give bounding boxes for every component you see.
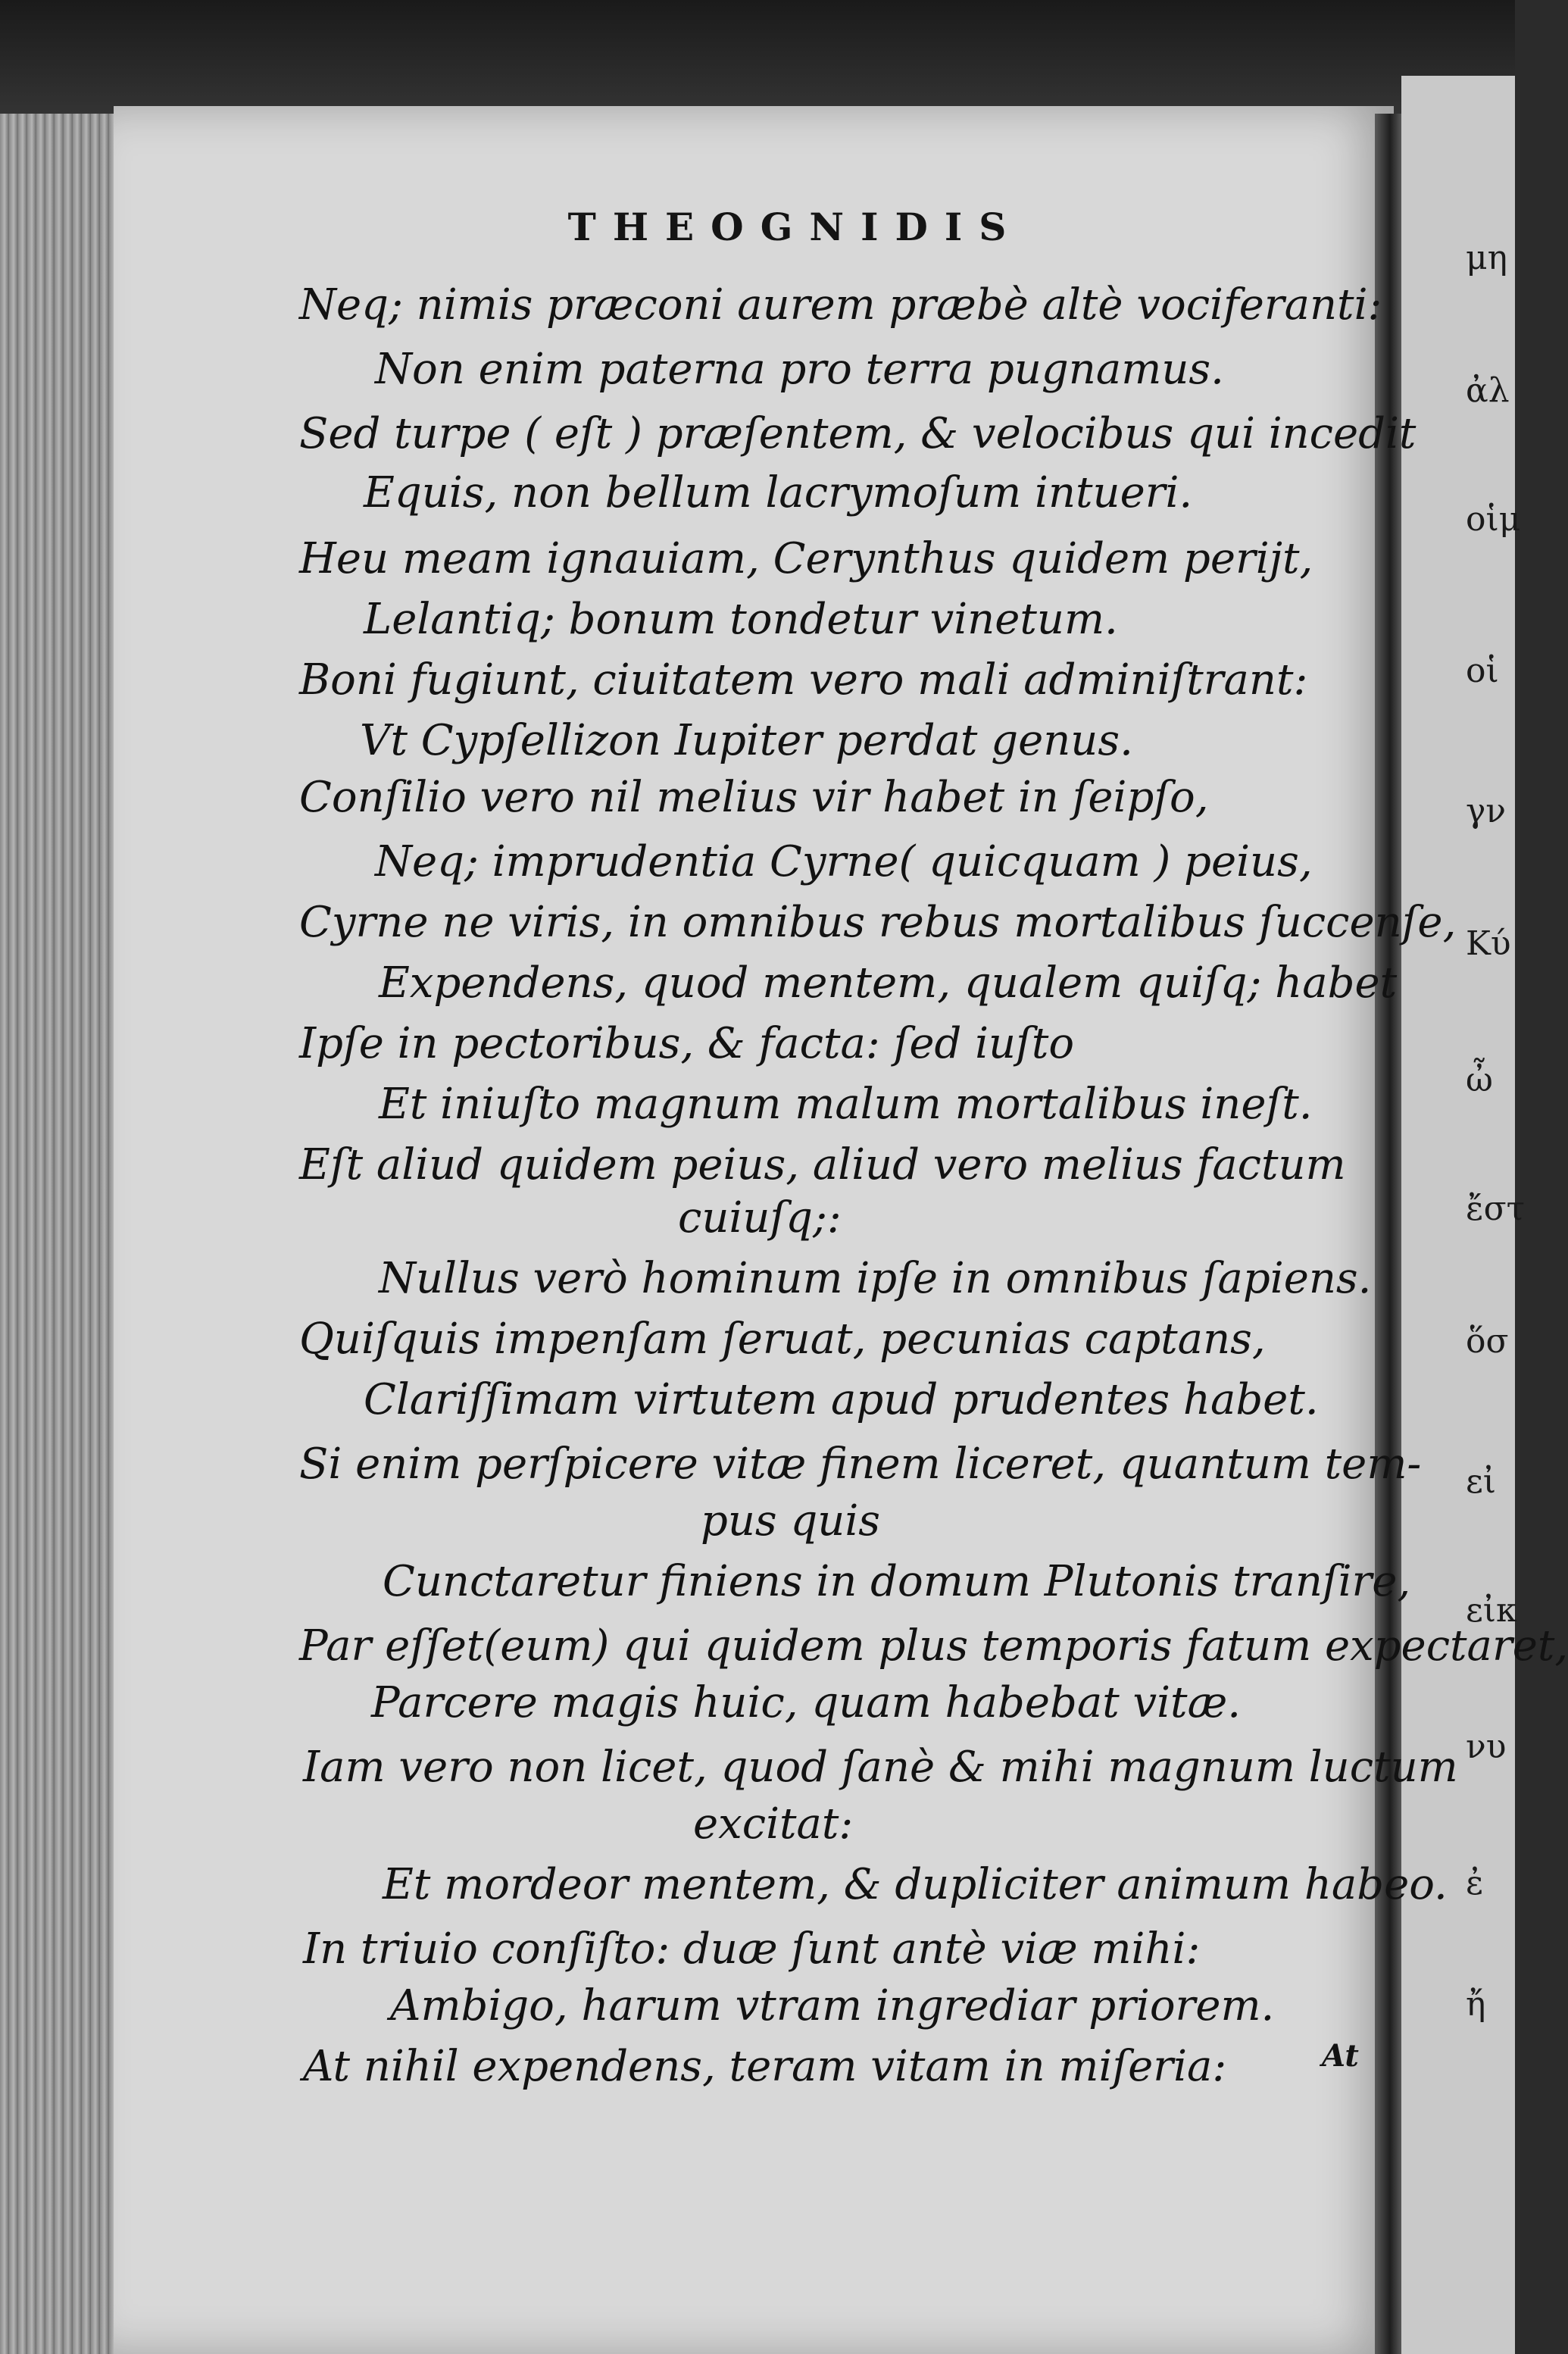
verse-line: Cyrne ne viris, in omnibus rebus mortalibus ſuccenſe,	[299, 898, 1457, 947]
facing-page-fragment: γν	[1466, 792, 1507, 830]
verse-line: Sed turpe ( eſt ) præſentem, & velocibus qui incedit	[299, 409, 1417, 458]
verse-line: Conſilio vero nil melius vir habet in ſeipſo,	[299, 773, 1209, 822]
verse-line: Heu meam ignauiam, Cerynthus quidem periјt,	[299, 534, 1313, 583]
facing-page-fragment: Κύ	[1466, 924, 1511, 963]
verse-line: In triuio conſiſto: duæ ſunt antè viæ mihi:	[303, 1924, 1201, 1974]
verse-line: Nullus verò hominum ipſe in omnibus ſapiens.	[379, 1254, 1372, 1303]
facing-page-fragment: ἀλ	[1466, 371, 1510, 410]
verse-line: Cunctaretur finiens in domum Plutonis tranſire,	[383, 1557, 1411, 1606]
verse-line: Expendens, quod mentem, qualem quiſq; habet	[379, 958, 1398, 1008]
verse-line: Si enim perſpicere vitæ finem liceret, quantum tem-	[299, 1440, 1422, 1489]
running-head: THEOGNIDIS	[567, 205, 1023, 249]
verse-line: Et mordeor mentem, & dupliciter animum habeo.	[383, 1860, 1448, 1909]
facing-page-fragment: ἔστ	[1466, 1190, 1525, 1228]
verse-line: Lelantiq; bonum tondetur vinetum.	[364, 595, 1118, 644]
verse-line: Neq; imprudentia Cyrne( quicquam ) peius,	[375, 837, 1313, 886]
verse-line: Ipſe in pectoribus, & facta: ſed iuſto	[299, 1019, 1075, 1068]
verse-line: Et iniuſto magnum malum mortalibus ineſt.	[379, 1080, 1313, 1129]
verse-line: Eſt aliud quidem peius, aliud vero melius factum	[299, 1140, 1346, 1190]
facing-page-fragment: μη	[1466, 239, 1507, 277]
verse-line: Non enim paterna pro terra pugnamus.	[375, 345, 1224, 394]
verse-line: Equis, non bellum lacrymoſum intueri.	[364, 468, 1193, 517]
verse-line: Boni fugiunt, ciuitatem vero mali adminiſtrant:	[299, 655, 1308, 705]
verse-line: Clariſſimam virtutem apud prudentes habet.	[364, 1375, 1319, 1424]
verse-line: Quiſquis impenſam ſeruat, pecunias captans,	[299, 1315, 1266, 1364]
facing-page-fragment: εἰ	[1466, 1462, 1497, 1501]
verse-line: Par eſſet(eum) qui quidem plus temporis fatum expectaret,	[299, 1621, 1568, 1671]
verse-line: cuiuſq;:	[678, 1193, 842, 1243]
facing-page-fragment: νυ	[1466, 1727, 1507, 1766]
verse-line: Vt Cypſellizon Iupiter perdat genus.	[360, 716, 1133, 765]
facing-page-fragment: εἰκ	[1466, 1591, 1517, 1630]
catchword: At	[1322, 2038, 1359, 2074]
facing-page-fragment: οἱ	[1466, 652, 1499, 690]
facing-page-fragment: ἐ	[1466, 1864, 1484, 1902]
verse-line: pus quis	[701, 1496, 881, 1546]
facing-page-fragment: ὦ	[1466, 1061, 1493, 1099]
facing-page-fragment: ἤ	[1466, 1985, 1486, 2024]
verse-line: Neq; nimis præconi aurem præbè altè vociferanti:	[299, 280, 1382, 330]
verse-line: Iam vero non licet, quod ſanè & mihi magnum luctum	[303, 1743, 1458, 1792]
facing-page-fragment: ὅσ	[1466, 1322, 1509, 1361]
verse-line: excitat:	[693, 1799, 854, 1849]
verse-line: Ambigo, harum vtram ingrediar priorem.	[390, 1981, 1275, 2030]
facing-page-fragment: οἱμ	[1466, 500, 1521, 539]
verse-line: At nihil expendens, teram vitam in miſeria:	[303, 2042, 1227, 2091]
verse-line: Parcere magis huic, quam habebat vitæ.	[371, 1678, 1241, 1727]
